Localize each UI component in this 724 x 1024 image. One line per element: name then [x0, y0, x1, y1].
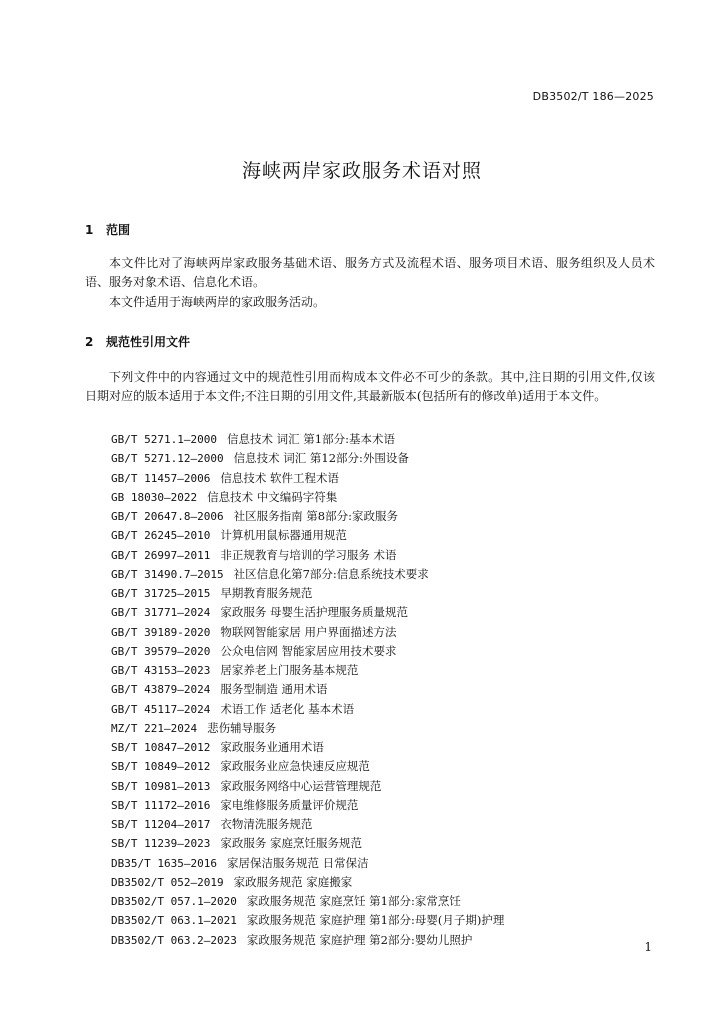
reference-title: 社区信息化第7部分:信息系统技术要求 [233, 566, 429, 581]
reference-item [111, 642, 504, 661]
reference-title: 家政服务规范 家庭护理 第2部分:婴幼儿照护 [246, 932, 473, 947]
reference-title: 信息技术 软件工程术语 [220, 470, 339, 485]
reference-code: GB/T 43879—2024 [111, 683, 211, 697]
reference-item [111, 796, 504, 815]
document-code: DB3502/T 186—2025 [532, 90, 654, 103]
reference-code: DB3502/T 063.1—2021 [111, 914, 237, 928]
reference-item [111, 526, 504, 545]
reference-title: 家政服务规范 家庭烹饪 第1部分:家常烹饪 [246, 894, 461, 908]
reference-code: SB/T 10849—2012 [111, 760, 211, 774]
reference-item [111, 777, 504, 796]
reference-title: 计算机用鼠标器通用规范 [220, 528, 347, 543]
reference-code: SB/T 10847—2012 [111, 741, 211, 754]
reference-item [111, 584, 504, 603]
reference-item [111, 565, 504, 584]
reference-title: 居家养老上门服务基本规范 [220, 663, 359, 677]
reference-title: 术语工作 适老化 基本术语 [220, 701, 355, 716]
reference-title: 家电维修服务质量评价规范 [220, 797, 359, 812]
reference-item [111, 430, 504, 449]
reference-code: DB3502/T 052—2019 [111, 875, 224, 889]
reference-code: DB35/T 1635—2016 [111, 856, 217, 870]
reference-item [111, 603, 504, 622]
reference-item [111, 469, 504, 488]
reference-code: DB3502/T 063.2—2023 [111, 933, 237, 947]
reference-code: GB/T 39189-2020 [111, 625, 211, 639]
reference-list [111, 430, 504, 950]
reference-item [111, 738, 504, 757]
reference-title: 公众电信网 智能家居应用技术要求 [220, 643, 397, 658]
reference-item [111, 757, 504, 776]
reference-title: 家政服务规范 家庭搬家 [233, 874, 353, 889]
reference-code: GB/T 11457—2006 [111, 471, 211, 485]
reference-title: 社区服务指南 第8部分:家政服务 [233, 509, 398, 523]
reference-title: 物联网智能家居 用户界面描述方法 [220, 624, 397, 639]
reference-item [111, 815, 504, 834]
reference-item [111, 719, 504, 738]
reference-title: 家政服务网络中心运营管理规范 [220, 778, 382, 793]
section-title: 规范性引用文件 [106, 335, 191, 349]
reference-title: 悲伤辅导服务 [207, 720, 277, 735]
section-title: 范围 [106, 223, 131, 237]
reference-code: GB/T 31771—2024 [111, 606, 211, 620]
reference-code: GB/T 26245—2010 [111, 529, 211, 543]
reference-title: 家政服务 母婴生活护理服务质量规范 [220, 605, 408, 620]
reference-code: GB/T 31725—2015 [111, 587, 211, 600]
reference-item [111, 854, 504, 873]
reference-title: 家政服务规范 家庭护理 第1部分:母婴(月子期)护理 [246, 913, 505, 928]
reference-code: GB/T 26997—2011 [111, 548, 211, 562]
reference-title: 衣物清洗服务规范 [220, 817, 313, 831]
reference-title: 非正规教育与培训的学习服务 术语 [220, 547, 397, 562]
reference-item [111, 661, 504, 680]
reference-code: DB3502/T 057.1—2020 [111, 895, 237, 908]
reference-item [111, 507, 504, 526]
reference-title: 服务型制造 通用术语 [220, 682, 328, 697]
reference-title: 早期教育服务规范 [220, 586, 313, 600]
reference-code: GB/T 43153—2023 [111, 664, 211, 677]
reference-code: SB/T 11204—2017 [111, 818, 211, 831]
reference-item [111, 911, 504, 930]
section-heading-normative-references [85, 333, 190, 350]
section-number: 1 [85, 223, 94, 237]
reference-item [111, 680, 504, 699]
section-number: 2 [85, 335, 94, 349]
references-intro-paragraph: 下列文件中的内容通过文中的规范性引用而构成本文件必不可少的条款。其中,注日期的引用文件,仅该日期对应的版本适用于本文件;不注日期的引用文件,其最新版本(包括所有的修改单)适用于本文件。 [85, 370, 655, 403]
reference-code: GB 18030—2022 [111, 490, 198, 504]
reference-code: GB/T 5271.1—2000 [111, 433, 217, 446]
reference-code: SB/T 10981—2013 [111, 779, 211, 793]
scope-paragraph-1: 本文件比对了海峡两岸家政服务基础术语、服务方式及流程术语、服务项目术语、服务组织及人员术语、服务对象术语、信息化术语。 [85, 256, 655, 289]
reference-item [111, 449, 504, 468]
reference-code: GB/T 39579—2020 [111, 644, 211, 658]
reference-item [111, 546, 504, 565]
reference-item [111, 931, 504, 950]
page-number: 1 [644, 940, 652, 954]
reference-item [111, 834, 504, 853]
section-heading-scope [85, 221, 130, 238]
reference-code: GB/T 5271.12—2000 [111, 452, 224, 466]
document-title: 海峡两岸家政服务术语对照 [241, 160, 482, 182]
reference-item [111, 623, 504, 642]
reference-code: GB/T 31490.7—2015 [111, 567, 224, 581]
reference-item [111, 700, 504, 719]
reference-item [111, 488, 504, 507]
reference-title: 家政服务 家庭烹饪服务规范 [220, 836, 362, 851]
reference-code: MZ/T 221—2024 [111, 721, 198, 735]
reference-item [111, 873, 504, 892]
reference-title: 家政服务业应急快速反应规范 [220, 759, 370, 774]
scope-paragraph-2: 本文件适用于海峡两岸的家政服务活动。 [109, 295, 326, 309]
reference-title: 信息技术 词汇 第12部分:外围设备 [233, 451, 409, 466]
reference-title: 家居保洁服务规范 日常保洁 [226, 855, 369, 870]
reference-code: SB/T 11172—2016 [111, 798, 211, 812]
reference-code: SB/T 11239—2023 [111, 837, 211, 851]
reference-code: GB/T 20647.8—2006 [111, 510, 224, 523]
reference-item [111, 892, 504, 911]
reference-title: 家政服务业通用术语 [220, 740, 324, 754]
reference-title: 信息技术 词汇 第1部分:基本术语 [226, 432, 395, 446]
reference-code: GB/T 45117—2024 [111, 702, 211, 716]
reference-title: 信息技术 中文编码字符集 [207, 489, 338, 504]
